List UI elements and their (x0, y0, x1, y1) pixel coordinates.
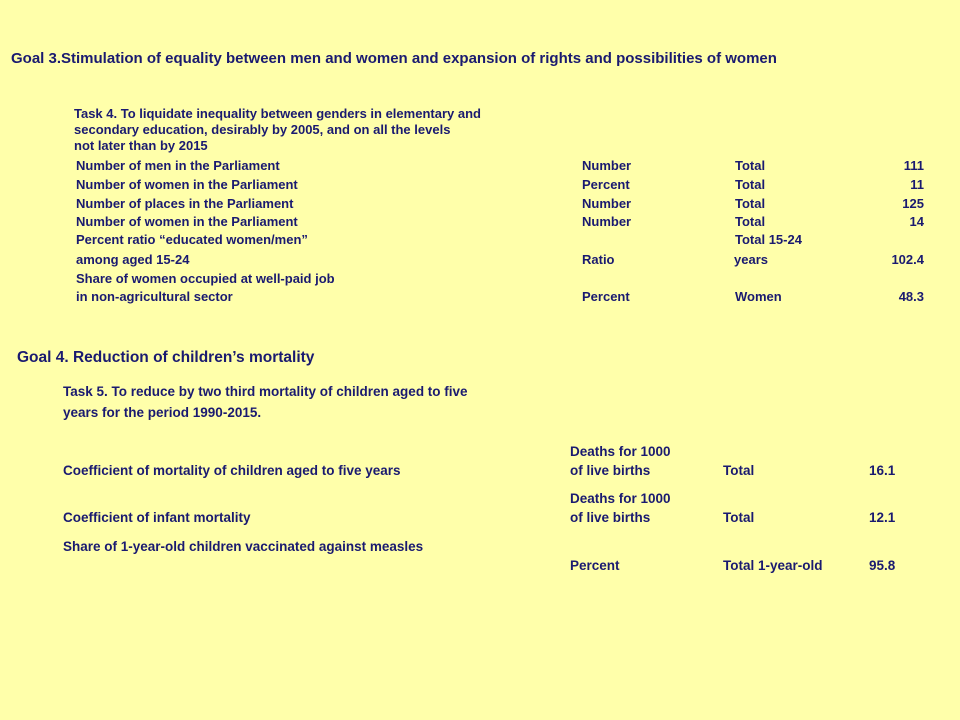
indicator-unit-line2: of live births (570, 463, 651, 478)
indicator-label: Number of women in the Parliament (76, 177, 298, 192)
task4-line2: secondary education, desirably by 2005, and on all the levels (74, 122, 451, 137)
task5-text (63, 381, 468, 423)
task4-text (74, 106, 481, 154)
indicator-category: Total (735, 214, 766, 229)
indicator-unit: Ratio (582, 252, 615, 267)
indicator-unit: Percent (582, 289, 630, 304)
indicator-label: Number of places in the Parliament (76, 196, 294, 211)
indicator-value: 125 (902, 196, 924, 211)
indicator-label: Coefficient of infant mortality (63, 510, 251, 525)
indicator-category: Total (723, 463, 755, 478)
indicator-value: 102.4 (891, 252, 924, 267)
indicator-category-continued: years (734, 252, 768, 267)
indicator-label: Coefficient of mortality of children aged to five years (63, 463, 401, 478)
indicator-unit: Percent (570, 558, 620, 573)
indicator-label: Share of 1-year-old children vaccinated against measles (63, 539, 424, 554)
indicator-label: Percent ratio “educated women/men” (76, 232, 308, 247)
indicator-label-continued: in non-agricultural sector (76, 289, 233, 304)
indicator-label: Number of women in the Parliament (76, 214, 298, 229)
indicator-category: Total (735, 196, 766, 211)
indicator-category: Total (735, 177, 766, 192)
task4-line3: not later than by 2015 (74, 138, 208, 153)
indicator-value: 12.1 (869, 510, 896, 525)
goal3-title: Goal 3.Stimulation of equality between men and women and expansion of rights and possibilities of women (11, 50, 777, 67)
indicator-unit: Percent (582, 177, 630, 192)
indicator-label-continued: among aged 15-24 (76, 252, 190, 267)
task5-line1: Task 5. To reduce by two third mortality of children aged to five (63, 384, 468, 399)
indicator-unit-line1: Deaths for 1000 (570, 491, 671, 506)
indicator-unit-line1: Deaths for 1000 (570, 444, 671, 459)
indicator-category: Women (735, 289, 782, 304)
indicator-label: Share of women occupied at well-paid job (76, 271, 335, 286)
indicator-category: Total 1-year-old (723, 558, 823, 573)
task5-line2: years for the period 1990-2015. (63, 405, 262, 420)
indicator-value: 14 (909, 214, 924, 229)
indicator-unit: Number (582, 158, 632, 173)
indicator-category: Total (723, 510, 755, 525)
task4-line1: Task 4. To liquidate inequality between genders in elementary and (74, 106, 481, 121)
indicator-value: 16.1 (869, 463, 896, 478)
indicator-value: 111 (903, 158, 924, 173)
indicator-unit: Number (582, 214, 632, 229)
indicator-label: Number of men in the Parliament (76, 158, 280, 173)
indicator-category: Total 15-24 (735, 232, 802, 247)
indicator-value: 48.3 (898, 289, 924, 304)
indicator-category: Total (735, 158, 766, 173)
indicator-value: 95.8 (869, 558, 896, 573)
indicator-value: 11 (910, 177, 924, 192)
indicator-unit: Number (582, 196, 632, 211)
indicator-unit-line2: of live births (570, 510, 651, 525)
goal4-title: Goal 4. Reduction of children’s mortality (17, 349, 315, 366)
